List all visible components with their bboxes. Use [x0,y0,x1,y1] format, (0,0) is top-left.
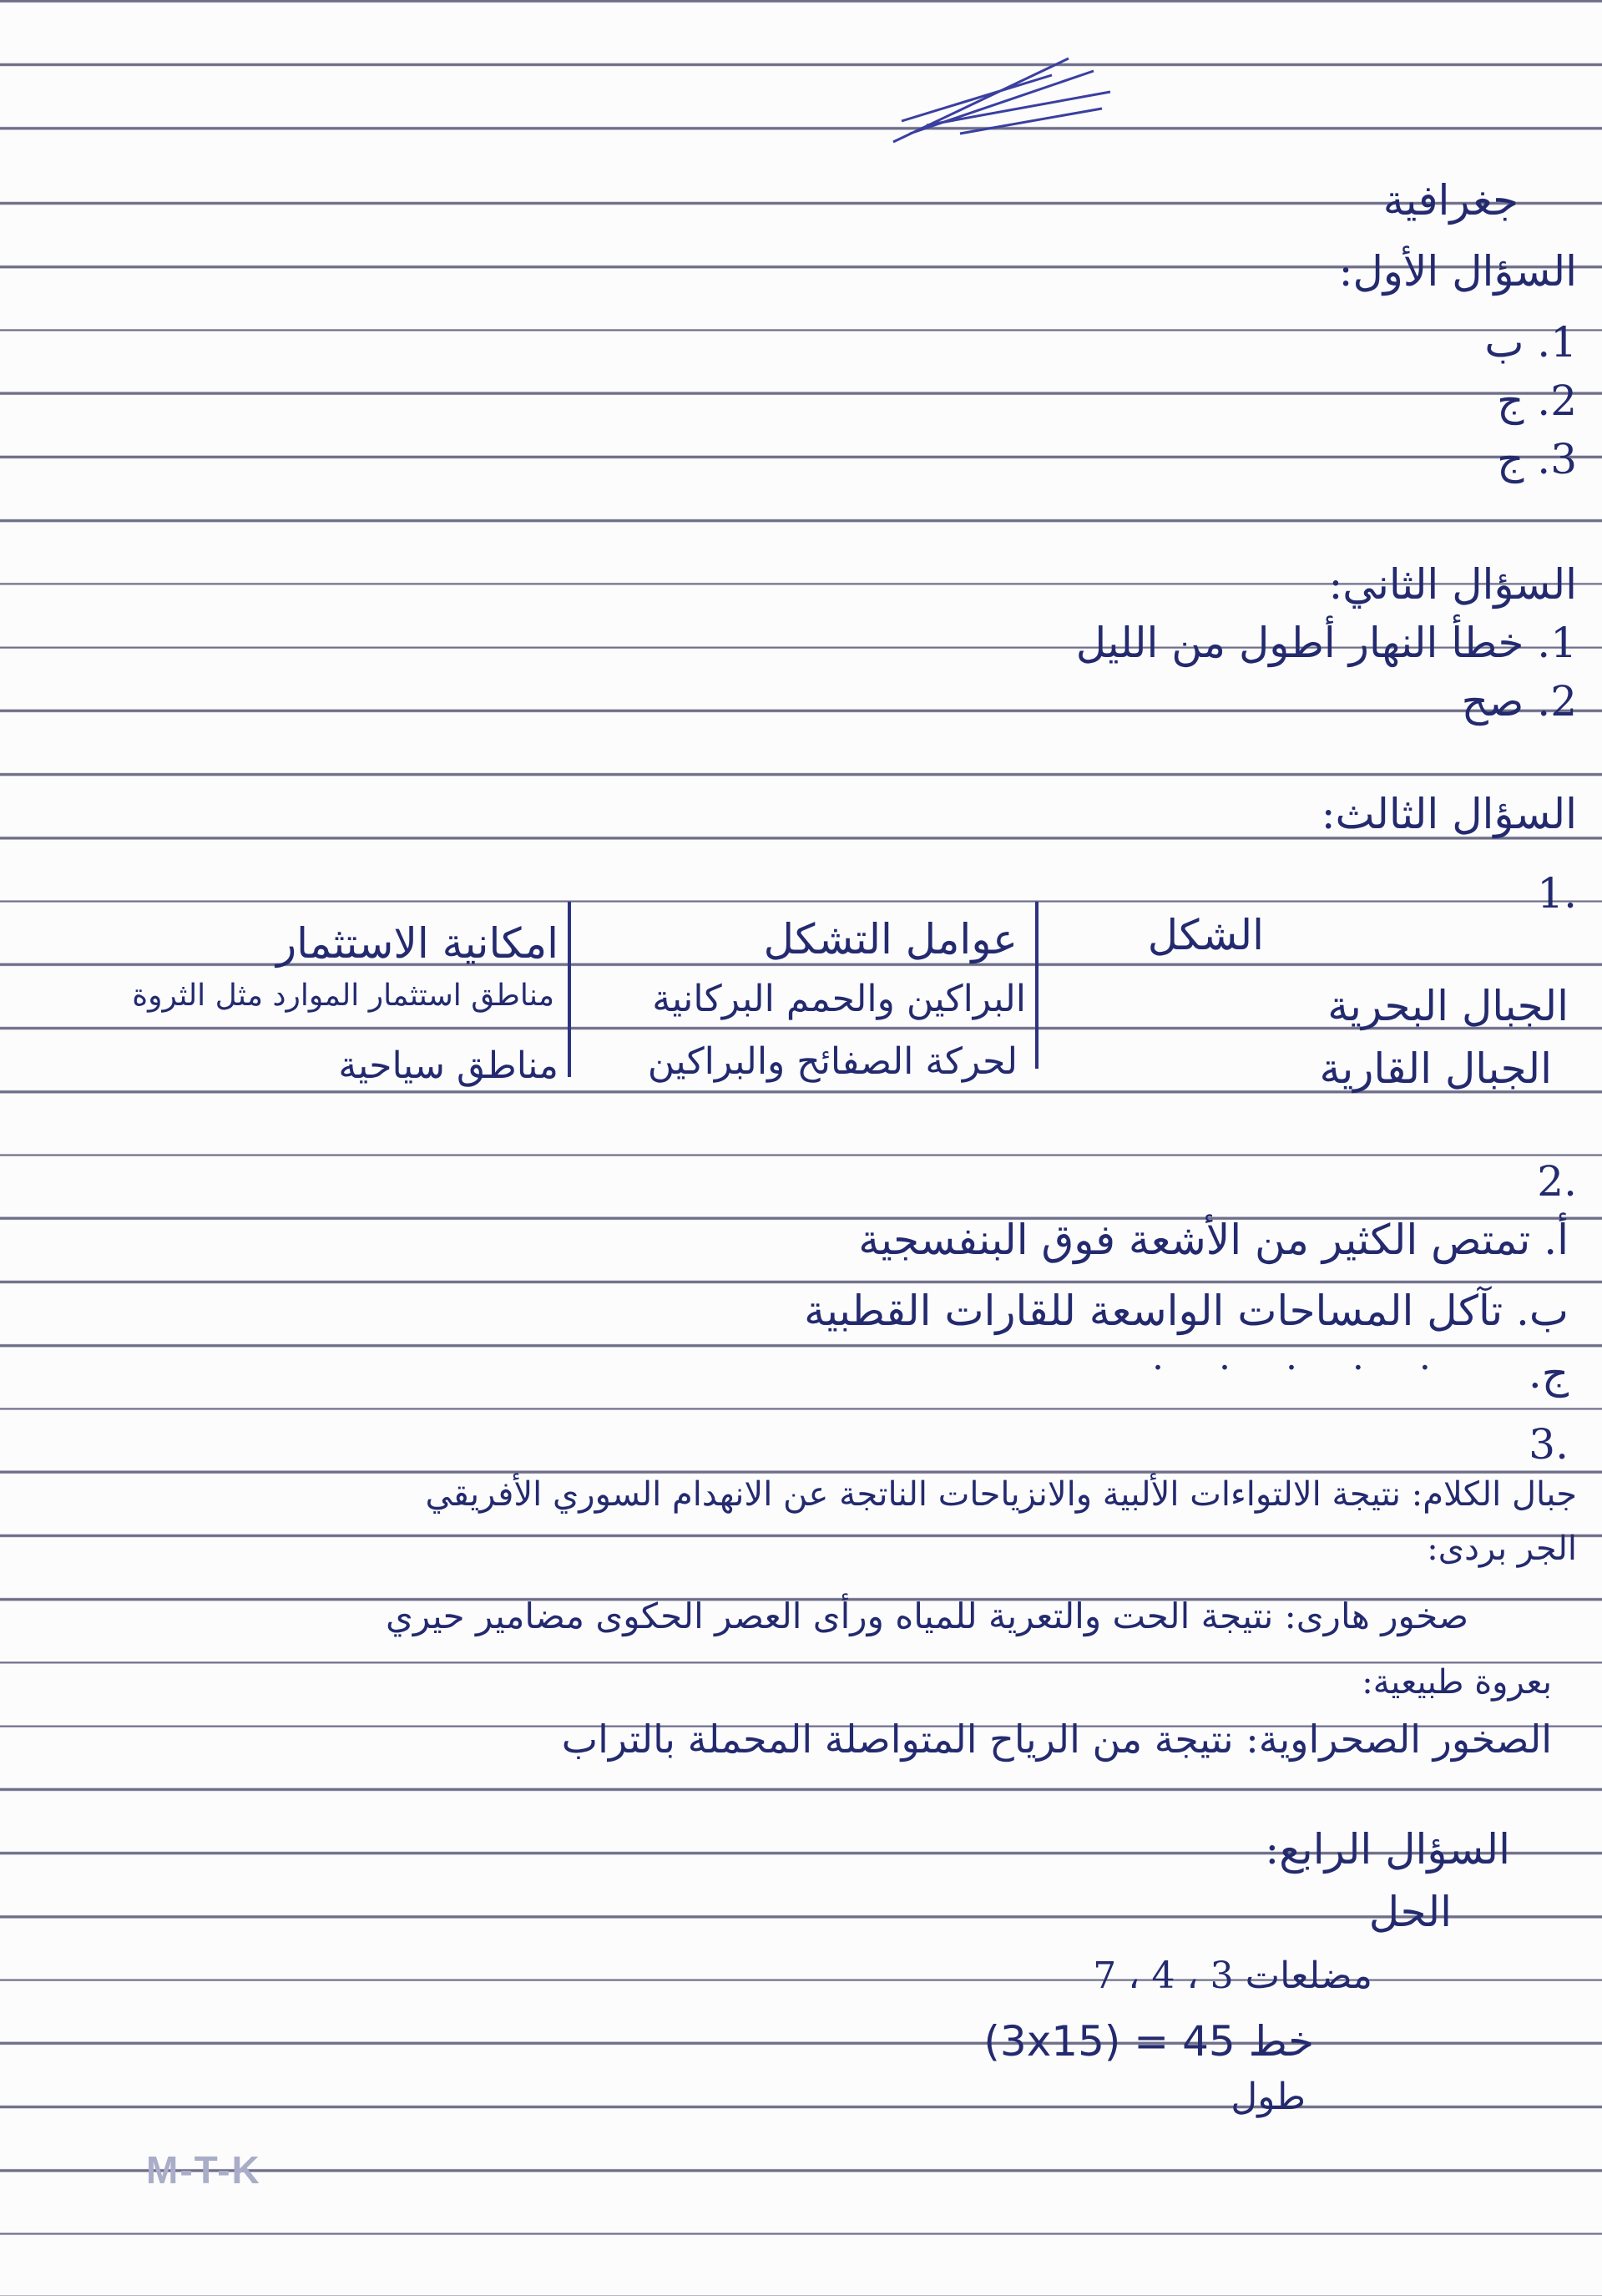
q2-answer-1: 1. خطأ النهار أطول من الليل [1075,619,1577,667]
table-row-2-factors: لحركة الصفائح والبراكين [647,1040,1018,1083]
q3-part2-c: ج. [1528,1349,1569,1398]
q3-part2-b: ب. تآكل المساحات الواسعة للقارات القطبية [804,1287,1569,1335]
q2-heading: السؤال الثاني: [1328,560,1577,609]
table-header-investment: امكانية الاستثمار [276,919,558,968]
q3-part3-line-5: الصخور الصحراوية: نتيجة من الرياح المتواصلة المحملة بالتراب [561,1717,1552,1762]
q1-answer-3: 3. ج [1497,435,1577,483]
q3-part2-number: 2. [1537,1157,1577,1206]
q1-answer-1: 1. ب [1484,318,1577,367]
q3-part2-a: أ. تمتص الكثير من الأشعة فوق البنفسجية [858,1216,1569,1264]
q3-part1-number: 1. [1537,869,1577,918]
dots-marks: . . . . . [1152,1336,1453,1378]
pen-scribble [885,42,1119,150]
q4-solution-label: الحل [1368,1888,1452,1936]
q3-heading: السؤال الثالث: [1321,790,1577,838]
table-row-1-investment: مناطق استثمار الموارد مثل الثروة [132,979,554,1013]
table-divider-right [1035,902,1039,1069]
subject-title: جغرافية [1382,176,1519,225]
q4-line-2: (3x15) = 45 خط [983,2017,1314,2066]
stamp-watermark: M-T-K [146,2148,261,2192]
q3-part3-number: 3. [1529,1420,1569,1469]
table-row-2-investment: مناطق سياحية [338,1044,558,1087]
q3-part3-line-1: جبال الكلام: نتيجة الالتواءات الألبية والانزياحات الناتجة عن الانهدام السوري الأفريقي [425,1475,1577,1514]
q4-line-1: مضلعات 3 ، 4 ، 7 [1093,1955,1372,1997]
q1-answer-2: 2. ج [1497,377,1577,425]
table-row-2-shape: الجبال القارية [1319,1044,1552,1093]
table-row-1-shape: الجبال البحرية [1327,982,1569,1030]
table-row-1-factors: البراكين والحمم البركانية [652,978,1026,1020]
q2-answer-2: 2. صح [1461,677,1577,726]
q3-part3-line-4: بعروة طبيعية: [1362,1663,1552,1702]
q3-part3-line-2: الجر بردى: [1427,1530,1577,1568]
table-header-shape: الشكل [1147,911,1264,959]
q3-part3-line-3: صخور هارى: نتيجة الحت والتعرية للمياه ورأى العصر الحكوى مضامير حيري [385,1596,1468,1636]
q1-heading: السؤال الأول: [1338,247,1577,296]
q4-heading: السؤال الرابع: [1265,1825,1510,1874]
table-divider-left [568,902,571,1077]
q4-line-3: طول [1231,2076,1306,2118]
table-header-factors: عوامل التشكل [763,915,1018,963]
